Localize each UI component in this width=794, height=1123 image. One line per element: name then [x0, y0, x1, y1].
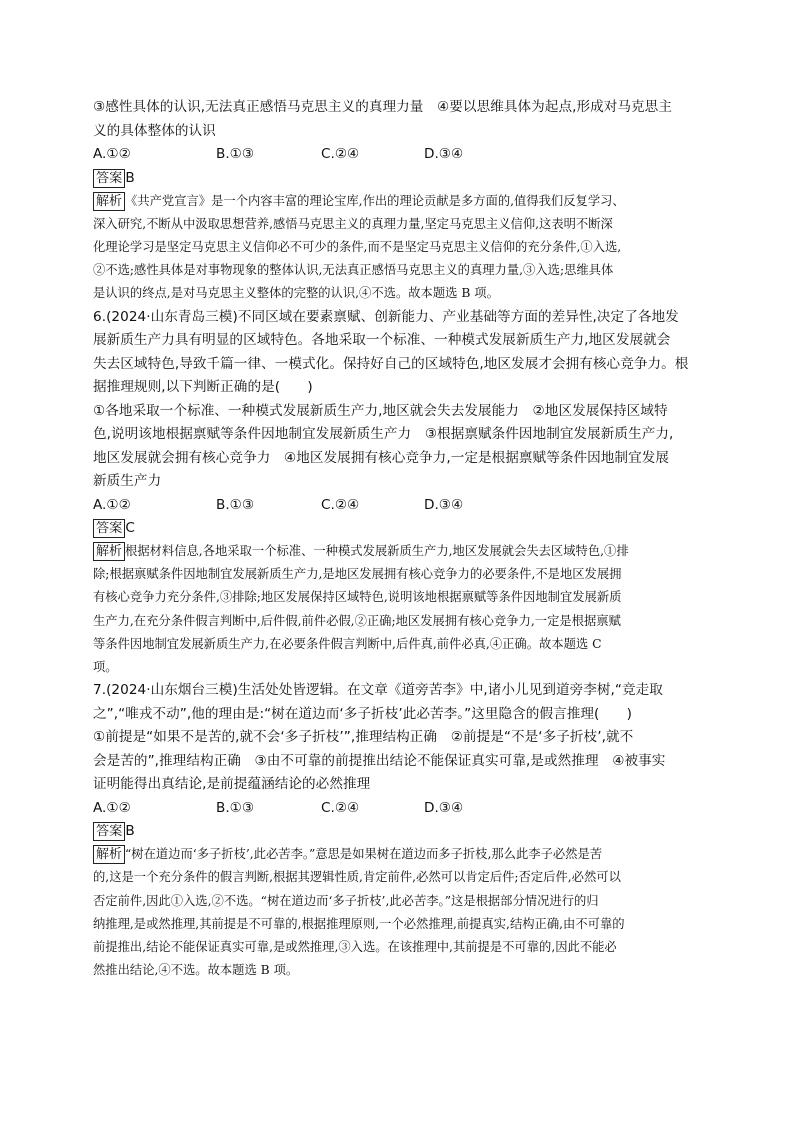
answer-tag: 答案	[93, 822, 125, 841]
option-b: B.①③	[216, 799, 255, 816]
question-stem-line: 之”,“唯戎不动”,他的理由是:“树在道边而‘多子折枝’此必苦李。”这里隐含的假言推理( )	[93, 705, 633, 722]
question-stem-line: 义的具体整体的认识	[93, 122, 216, 139]
explanation-line: 纳推理,是或然推理,其前提是不可靠的,根据推理原则,一个必然推理,前提真实,结构正确,由不可靠的	[93, 916, 625, 931]
option-c: C.②④	[321, 496, 360, 513]
question-6	[93, 306, 703, 680]
question-stem-line: 展新质生产力具有明显的区域特色。各地采取一个标准、一种模式发展新质生产力,地区发展就会	[93, 332, 671, 349]
explanation-line: 等条件因地制宜发展新质生产力,在必要条件假言判断中,后件真,前件必真,④正确。故本题选 C	[93, 636, 602, 651]
option-a: A.①②	[93, 146, 131, 162]
question-stem-line: 据推理规则,以下判断正确的是( )	[93, 379, 313, 396]
question-stem-line: ①各地采取一个标准、一种模式发展新质生产力,地区就会失去发展能力 ②地区发展保持区域特	[93, 402, 668, 419]
explanation-line: 否定前件,因此①入选,②不选。“树在道边而‘多子折枝’,此必苦李。”这是根据部分情况进行的归	[93, 893, 599, 908]
explanation-line: 然推出结论,④不选。故本题选 B 项。	[93, 963, 299, 978]
question-stem-line: ③感性具体的认识,无法真正感悟马克思主义的真理力量 ④要以思维具体为起点,形成对马克思主	[93, 99, 672, 115]
question-stem-line: 地区发展就会拥有核心竞争力 ④地区发展拥有核心竞争力,一定是根据禀赋等条件因地制宜发展	[93, 449, 669, 466]
answer-line	[93, 517, 703, 540]
answer-options	[93, 143, 703, 167]
answer-line	[93, 820, 703, 843]
explanation-line: 前提推出,结论不能保证真实可靠,是或然推理,③入选。在该推理中,其前提是不可靠的,因此不能必	[93, 940, 617, 955]
explanation-line: “树在道边而‘多子折枝’,此必苦李。”意思是如果树在道边而多子折枝,那么此李子必然是苦	[125, 847, 603, 862]
question-stem-line: ①前提是“如果不是苦的,就不会‘多子折枝’”,推理结构正确 ②前提是“不是‘多子折枝’,就不	[93, 729, 634, 746]
answer-tag: 答案	[93, 519, 125, 538]
answer-value: B	[125, 169, 135, 186]
option-d: D.③④	[424, 496, 464, 513]
answer-tag: 答案	[93, 169, 125, 188]
explanation	[93, 540, 703, 679]
answer-options	[93, 797, 703, 821]
explanation-tag: 解析	[93, 192, 125, 211]
answer-value: B	[125, 823, 135, 840]
answer-options	[93, 494, 703, 518]
page-content	[93, 96, 703, 982]
answer-value: C	[125, 520, 135, 537]
option-c: C.②④	[321, 799, 360, 816]
question-stem-line: 新质生产力	[93, 473, 162, 490]
option-d: D.③④	[424, 146, 464, 162]
question-stem-line: 6.(2024·山东青岛三模)不同区域在要素禀赋、创新能力、产业基础等方面的差异性,决定了各地发	[93, 308, 679, 325]
explanation-line: 是认识的终点,是对马克思主义整体的完整的认识,④不选。故本题选 B 项。	[93, 286, 499, 301]
explanation	[93, 190, 703, 306]
question-stem-line: 色,说明该地根据禀赋等条件因地制宜发展新质生产力 ③根据禀赋条件因地制宜发展新质生产力,	[93, 426, 674, 443]
explanation-line: 生产力,在充分条件假言判断中,后件假,前件必假,②正确;地区发展拥有核心竞争力,一定是根据禀赋	[93, 613, 621, 628]
option-d: D.③④	[424, 799, 464, 816]
explanation-line: 项。	[93, 660, 118, 675]
option-a: A.①②	[93, 496, 131, 513]
option-b: B.①③	[216, 146, 255, 162]
question-stem-line: 会是苦的”,推理结构正确 ③由不可靠的前提推出结论不能保证真实可靠,是或然推理 ④被事实	[93, 752, 666, 769]
explanation-line: 的,这是一个充分条件的假言判断,根据其逻辑性质,肯定前件,必然可以肯定后件;否定后件,必然可以	[93, 870, 621, 885]
option-b: B.①③	[216, 496, 255, 513]
explanation-line: ②不选;感性具体是对事物现象的整体认识,无法真正感悟马克思主义的真理力量,③入选;思维具体	[93, 263, 614, 278]
question-7	[93, 679, 703, 982]
option-c: C.②④	[321, 146, 360, 162]
question-5	[93, 96, 703, 306]
explanation-line: 化理论学习是坚定马克思主义信仰必不可少的条件,而不是坚定马克思主义信仰的充分条件,①入选,	[93, 239, 622, 254]
explanation-line: 《共产党宣言》是一个内容丰富的理论宝库,作出的理论贡献是多方面的,值得我们反复学习、	[125, 193, 625, 208]
explanation-tag: 解析	[93, 845, 125, 864]
explanation-line: 深入研究,不断从中汲取思想营养,感悟马克思主义的真理力量,坚定马克思主义信仰,这表明不断深	[93, 216, 613, 231]
question-stem-line: 证明能得出真结论,是前提蕴涵结论的必然推理	[93, 776, 371, 793]
explanation	[93, 843, 703, 982]
option-a: A.①②	[93, 799, 131, 816]
answer-line	[93, 167, 703, 190]
question-stem-line: 失去区域特色,导致千篇一律、一模式化。保持好自己的区域特色,地区发展才会拥有核心竞争力。根	[93, 355, 689, 372]
explanation-line: 根据材料信息,各地采取一个标准、一种模式发展新质生产力,地区发展就会失去区域特色,①排	[125, 544, 629, 559]
explanation-line: 除;根据禀赋条件因地制宜发展新质生产力,是地区发展拥有核心竞争力的必要条件,不是地区发展拥	[93, 567, 622, 582]
explanation-tag: 解析	[93, 542, 125, 561]
question-stem-line: 7.(2024·山东烟台三模)生活处处皆逻辑。在文章《道旁苦李》中,诸小儿见到道旁李树,“竞走取	[93, 682, 663, 699]
explanation-line: 有核心竞争力充分条件,③排除;地区发展保持区域特色,说明该地根据禀赋等条件因地制宜发展新质	[93, 590, 622, 605]
